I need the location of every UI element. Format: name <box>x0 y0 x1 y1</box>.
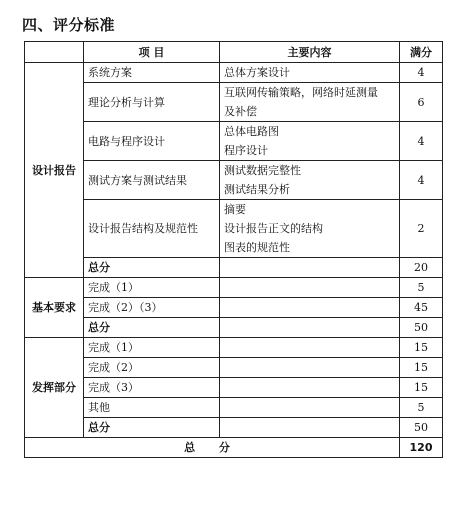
content-line: 设计报告正文的结构 <box>224 222 323 235</box>
item-cell: 电路与程序设计 <box>84 122 220 161</box>
content-line: 总体方案设计 <box>224 66 290 79</box>
item-cell: 其他 <box>84 398 220 418</box>
content-cell <box>220 63 400 83</box>
header-content: 主要内容 <box>220 42 400 63</box>
content-cell <box>220 398 400 418</box>
subtotal-label: 总分 <box>84 318 220 338</box>
content-cell <box>220 338 400 358</box>
subtotal-value: 20 <box>400 258 443 278</box>
subtotal-label: 总分 <box>84 418 220 438</box>
subtotal-value: 50 <box>400 418 443 438</box>
header-blank <box>25 42 84 63</box>
subtotal-row <box>25 258 443 278</box>
header-score: 满分 <box>400 42 443 63</box>
subtotal-row <box>25 418 443 438</box>
subtotal-value: 50 <box>400 318 443 338</box>
content-line: 图表的规范性 <box>224 241 290 254</box>
item-cell: 完成（2） <box>84 358 220 378</box>
content-line: 及补偿 <box>224 105 257 118</box>
content-line: 互联网传输策略，网络时延测量 <box>224 86 378 99</box>
table-row <box>25 63 443 83</box>
empty-cell <box>220 318 400 338</box>
score-cell: 4 <box>400 63 443 83</box>
score-cell: 4 <box>400 122 443 161</box>
item-cell: 完成（2）（3） <box>84 298 220 318</box>
empty-cell <box>220 418 400 438</box>
table-row <box>25 200 443 258</box>
item-cell: 完成（3） <box>84 378 220 398</box>
subtotal-row <box>25 318 443 338</box>
item-cell: 设计报告结构及规范性 <box>84 200 220 258</box>
subtotal-label: 总分 <box>84 258 220 278</box>
table-row <box>25 83 443 122</box>
table-row <box>25 298 443 318</box>
grand-total-value: 120 <box>400 438 443 458</box>
content-cell <box>220 378 400 398</box>
table-row <box>25 358 443 378</box>
score-cell: 2 <box>400 200 443 258</box>
table-row <box>25 122 443 161</box>
content-cell <box>220 83 400 122</box>
item-cell: 完成（1） <box>84 338 220 358</box>
header-item: 项 目 <box>84 42 220 63</box>
content-cell <box>220 358 400 378</box>
category-basic: 基本要求 <box>25 278 84 338</box>
content-cell <box>220 200 400 258</box>
score-cell: 15 <box>400 358 443 378</box>
item-cell: 测试方案与测试结果 <box>84 161 220 200</box>
empty-cell <box>220 258 400 278</box>
score-cell: 4 <box>400 161 443 200</box>
content-line: 总体电路图 <box>224 125 279 138</box>
score-cell: 6 <box>400 83 443 122</box>
table-row <box>25 338 443 358</box>
item-cell: 系统方案 <box>84 63 220 83</box>
table-row <box>25 398 443 418</box>
score-cell: 5 <box>400 278 443 298</box>
table-row <box>25 161 443 200</box>
score-cell: 15 <box>400 378 443 398</box>
content-cell <box>220 122 400 161</box>
header-row <box>25 42 443 63</box>
content-cell <box>220 298 400 318</box>
category-design-report: 设计报告 <box>25 63 84 278</box>
item-cell: 理论分析与计算 <box>84 83 220 122</box>
table-row <box>25 378 443 398</box>
content-line: 测试数据完整性 <box>224 164 301 177</box>
grand-total-row <box>25 438 443 458</box>
content-line: 摘要 <box>224 203 246 216</box>
score-cell: 45 <box>400 298 443 318</box>
grand-total-label: 总 分 <box>25 438 400 458</box>
content-cell <box>220 161 400 200</box>
score-cell: 15 <box>400 338 443 358</box>
content-line: 测试结果分析 <box>224 183 290 196</box>
section-heading: 四、评分标准 <box>22 16 116 34</box>
category-advanced: 发挥部分 <box>25 338 84 438</box>
content-line: 程序设计 <box>224 144 268 157</box>
score-cell: 5 <box>400 398 443 418</box>
table-row <box>25 278 443 298</box>
content-cell <box>220 278 400 298</box>
scoring-table <box>24 41 443 458</box>
item-cell: 完成（1） <box>84 278 220 298</box>
